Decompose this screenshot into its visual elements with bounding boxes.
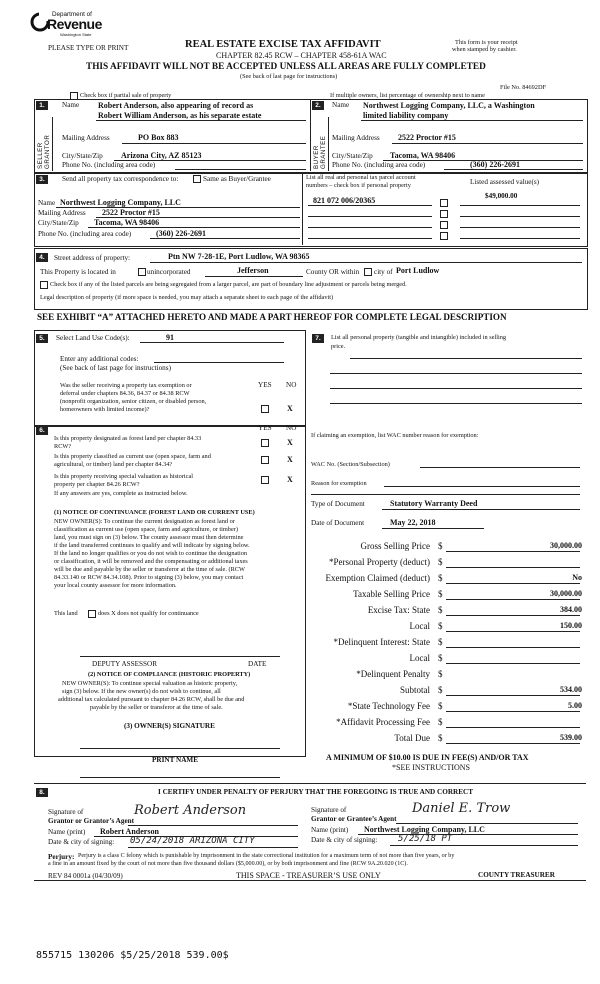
buyer-city[interactable]: Tacoma, WA 98406 <box>390 151 456 160</box>
notice1-line2: classification as current use (open space, farm and agriculture, or timber) <box>54 526 238 533</box>
grantor-sig-of: Signature of <box>48 808 84 816</box>
parcel-list-label2: numbers – check box if personal property <box>306 182 411 189</box>
see-instructions: *SEE INSTRUCTIONS <box>392 763 471 772</box>
grantee-name[interactable]: Northwest Logging Company, LLC <box>364 825 485 834</box>
row-total-due-dollar: $ <box>438 733 443 743</box>
row-total-due-value[interactable]: 539.00 <box>560 733 582 742</box>
seller-city[interactable]: Arizona City, AZ 85123 <box>121 151 202 160</box>
row-excise-local-label: Local <box>409 621 430 631</box>
partial-sale-label: Check box if partial sale of property <box>80 92 172 99</box>
grantee-date-label: Date & city of signing: <box>311 836 378 844</box>
row-taxable-dollar: $ <box>438 589 443 599</box>
minimum-due-text: A MINIMUM OF $10.00 IS DUE IN FEE(S) AND/OR TAX <box>326 753 529 762</box>
personal-property-label2: price. <box>331 343 346 350</box>
s6-yes: YES <box>258 424 272 432</box>
section-4-number: 4. <box>36 253 48 262</box>
buyer-name-label: Name <box>332 101 350 109</box>
row-gross-label: Gross Selling Price <box>360 541 430 551</box>
row-excise-state-value[interactable]: 384.00 <box>560 605 582 614</box>
notice1-line8: 84.33.140 or RCW 84.34.108). Prior to signing (3) below, you may contact <box>54 574 244 581</box>
s3-city-label: City/State/Zip <box>38 219 79 227</box>
row-exemption-label: Exemption Claimed (deduct) <box>325 573 430 583</box>
form-chapter: CHAPTER 82.45 RCW – CHAPTER 458-61A WAC <box>216 51 387 60</box>
s6-q1-yes-checkbox[interactable] <box>261 439 269 447</box>
doc-date-label: Date of Document <box>311 519 365 527</box>
form-notice: THIS AFFIDAVIT WILL NOT BE ACCEPTED UNLESS ALL AREAS ARE FULLY COMPLETED <box>86 62 486 72</box>
s5-q1-yes-checkbox[interactable] <box>261 405 269 413</box>
s3-mailing[interactable]: 2522 Proctor #15 <box>102 208 160 217</box>
grantee-name-label: Name (print) <box>311 826 349 834</box>
notice1-line7: will be due and payable by the seller or transferor at the time of sale. (RCW <box>54 566 245 573</box>
grantor-name-label: Name (print) <box>48 828 86 836</box>
unincorporated-label: unincorporated <box>147 268 191 276</box>
s5-yes: YES <box>258 381 272 389</box>
section-3-number: 3. <box>36 175 48 184</box>
row-tech-fee-dollar: $ <box>438 701 443 711</box>
seller-city-label: City/State/Zip <box>62 152 103 160</box>
seller-name-line1: Robert Anderson, also appearing of record as <box>98 101 254 110</box>
row-tech-fee-label: *State Technology Fee <box>347 701 430 711</box>
s3-name-label: Name <box>38 199 56 207</box>
parcel-2-personal-checkbox[interactable] <box>440 210 448 218</box>
row-excise-state-label: Excise Tax: State <box>367 605 430 615</box>
s6-no: NO <box>286 424 297 432</box>
notice2-title: (2) NOTICE OF COMPLIANCE (HISTORIC PROPERTY) <box>88 671 251 678</box>
notice2-line2: sign (3) below. If the new owner(s) do not wish to continue, all <box>62 688 221 695</box>
section-6-number: 6. <box>36 426 48 435</box>
notice1-line9: your local county assessor for more information. <box>54 582 177 589</box>
row-subtotal-dollar: $ <box>438 685 443 695</box>
see-back: (See back of last page for instructions) <box>240 73 338 80</box>
s5-q1-line1: Was the seller receiving a property tax exemption or <box>60 382 192 389</box>
land-use-code[interactable]: 91 <box>166 333 174 342</box>
s3-phone-label: Phone No. (including area code) <box>38 230 132 238</box>
notice1-line5: If the land no longer qualifies or you do not wish to continue the designation <box>54 550 248 557</box>
s3-city[interactable]: Tacoma, WA 98406 <box>94 218 160 227</box>
s6-q2-line2: agricultural, or timber) land per chapter 84.34? <box>54 461 173 468</box>
same-as-buyer-checkbox[interactable] <box>193 175 201 183</box>
cashier-stamp: 855715 130206 $5/25/2018 539.00$ <box>36 950 229 961</box>
parcel-4-personal-checkbox[interactable] <box>440 232 448 240</box>
print-name-label: PRINT NAME <box>152 756 198 764</box>
row-excise-state-dollar: $ <box>438 605 443 615</box>
segregated-checkbox[interactable] <box>40 281 48 289</box>
legal-description-label: Legal description of property (if more space is needed, you may attach a separate sheet to each page of the affidavit) <box>40 294 334 301</box>
notice1-line4: if the land transferred continues to qualify and will indicate by signing below. <box>54 542 250 549</box>
row-processing-fee-label: *Affidavit Processing Fee <box>336 717 430 727</box>
seller-side-label: SELLER GRANTOR <box>37 134 51 169</box>
s3-phone[interactable]: (360) 226-2691 <box>156 229 206 238</box>
s5-q1-line2: deferral under chapters 84.36, 84.37 or 84.38 RCW <box>60 390 190 397</box>
buyer-mailing-label: Mailing Address <box>332 134 380 142</box>
notice2-line3: additional tax calculated pursuant to chapter 84.26 RCW, shall be due and <box>58 696 245 703</box>
row-delinq-int-state-label: *Delinquent Interest: State <box>333 637 430 647</box>
rev-number: REV 84 0001a (04/30/09) <box>48 872 123 880</box>
deputy-assessor-label: DEPUTY ASSESSOR <box>92 660 158 668</box>
row-gross-dollar: $ <box>438 541 443 551</box>
grantee-signature[interactable]: Daniel E. Trow <box>412 801 511 816</box>
parcel-list-label1: List all real and personal tax parcel account <box>306 174 416 181</box>
s6-q3-line1: Is this property receiving special valuation as historical <box>54 473 194 480</box>
section-1-number: 1. <box>36 101 48 110</box>
wac-label: WAC No. (Section/Subsection) <box>311 461 390 468</box>
row-personal-label: *Personal Property (deduct) <box>329 557 430 567</box>
row-delinq-penalty-dollar: $ <box>438 669 443 679</box>
file-number: File No. 84692DF <box>500 84 547 91</box>
s6-q2-line1: Is this property classified as current use (open space, farm and <box>54 453 211 460</box>
grantee-agent-label: Grantor or Grantee’s Agent <box>311 815 397 823</box>
buyer-name-line1: Northwest Logging Company, LLC, a Washington <box>363 101 535 110</box>
deputy-date-label: DATE <box>248 660 267 668</box>
row-tech-fee-value[interactable]: 5.00 <box>568 701 582 710</box>
s6-if-any: If any answers are yes, complete as instructed below. <box>54 490 188 497</box>
unincorporated-checkbox[interactable] <box>138 268 146 276</box>
additional-codes-label: Enter any additional codes: <box>60 355 139 363</box>
located-label: This Property is located in <box>40 268 116 276</box>
seller-mailing[interactable]: PO Box 883 <box>138 133 179 142</box>
perjury-lead: Perjury: <box>48 853 75 861</box>
row-taxable-label: Taxable Selling Price <box>353 589 430 599</box>
s6-q1-line1: Is this property designated as forest land per chapter 84.33 <box>54 435 202 442</box>
send-correspondence-label: Send all property tax correspondence to: <box>62 175 179 183</box>
seller-name-label: Name <box>62 101 80 109</box>
reason-label: Reason for exemption <box>311 480 367 487</box>
row-delinq-int-local-dollar: $ <box>438 653 443 663</box>
owner-signature-label: (3) OWNER(S) SIGNATURE <box>124 722 215 730</box>
please-type: PLEASE TYPE OR PRINT <box>48 44 129 52</box>
row-subtotal-value[interactable]: 534.00 <box>560 685 582 694</box>
buyer-name-line2: limited liability company <box>363 111 449 120</box>
s5-no: NO <box>286 381 297 389</box>
form-title: REAL ESTATE EXCISE TAX AFFIDAVIT <box>185 39 381 50</box>
parcel-3-personal-checkbox[interactable] <box>440 221 448 229</box>
city-checkbox[interactable] <box>364 268 372 276</box>
parcel-1-personal-checkbox[interactable] <box>440 199 448 207</box>
street-address[interactable]: Ptn NW 7-28-1E, Port Ludlow, WA 98365 <box>168 252 310 261</box>
buyer-mailing[interactable]: 2522 Proctor #15 <box>398 133 456 142</box>
county-treasurer: COUNTY TREASURER <box>478 871 555 879</box>
notice2-line1: NEW OWNER(S): To continue special valuation as historic property, <box>62 680 238 687</box>
s5-see-back: (See back of last page for instructions) <box>60 364 171 372</box>
street-label: Street address of property: <box>54 254 131 262</box>
section-2-number: 2. <box>312 101 324 110</box>
segregated-label: Check box if any of the listed parcels are being segregated from a larger parcel, are part of boundary line adjustment or parcels being merged. <box>50 281 407 288</box>
notice2-line4: payable by the seller or transferor at the time of sale. <box>90 704 223 711</box>
logo-state: Washington State <box>60 32 92 37</box>
does-qualify-checkbox[interactable] <box>88 610 96 618</box>
land-use-label: Select Land Use Code(s): <box>56 334 130 342</box>
perjury-line2: a fine in an amount fixed by the court of not more than five thousand dollars ($5,000.00), or by both imprisonment and fine (RCW 9A.20.020 (1C). <box>48 861 408 867</box>
s5-q1-no-mark[interactable]: X <box>287 404 293 413</box>
s6-q1-no-mark[interactable]: X <box>287 438 293 447</box>
grantor-date-label: Date & city of signing: <box>48 838 115 846</box>
s6-q3-yes-checkbox[interactable] <box>261 476 269 484</box>
section-5-number: 5. <box>36 334 48 343</box>
receipt-line2: when stamped by cashier. <box>452 46 517 53</box>
certify-text: I CERTIFY UNDER PENALTY OF PERJURY THAT THE FOREGOING IS TRUE AND CORRECT <box>158 788 473 796</box>
buyer-side-label: BUYER GRANTEE <box>313 135 327 169</box>
seller-phone-label: Phone No. (including area code) <box>62 161 156 169</box>
same-as-buyer-label: Same as Buyer/Grantee <box>203 175 271 183</box>
qualify-text: does X does not qualify for continuance <box>98 610 199 617</box>
row-delinq-int-local-label: Local <box>409 653 430 663</box>
row-subtotal-label: Subtotal <box>399 685 430 695</box>
row-exemption-value[interactable]: No <box>572 573 582 582</box>
assessed-value[interactable]: $49,000.00 <box>485 192 518 200</box>
parcel-number[interactable]: 821 072 006/20365 <box>313 196 376 205</box>
grantor-signature[interactable]: Robert Anderson <box>134 803 247 818</box>
row-personal-dollar: $ <box>438 557 443 567</box>
s6-q2-no-mark[interactable]: X <box>287 455 293 464</box>
perjury-line1: Perjury is a class C felony which is punishable by imprisonment in the state correctional institution for a maximum term of not more than five years, or by <box>78 853 455 859</box>
row-processing-fee-dollar: $ <box>438 717 443 727</box>
exhibit-text: SEE EXHIBIT “A” ATTACHED HERETO AND MADE A PART HEREOF FOR COMPLETE LEGAL DESCRIPTION <box>37 312 507 322</box>
s6-q2-yes-checkbox[interactable] <box>261 456 269 464</box>
grantor-date[interactable]: 05/24/2018 ARIZONA CITY <box>130 836 255 846</box>
row-gross-value[interactable]: 30,000.00 <box>550 541 582 550</box>
this-land-label: This land <box>54 610 78 617</box>
row-excise-local-dollar: $ <box>438 621 443 631</box>
s5-q1-line3: (nonprofit organization, senior citizen, or disabled person, <box>60 398 207 405</box>
grantee-sig-of: Signature of <box>311 806 347 814</box>
row-delinq-int-state-dollar: $ <box>438 637 443 647</box>
multiple-owners-label: If multiple owners, list percentage of ownership next to name <box>330 92 485 99</box>
row-excise-local-value[interactable]: 150.00 <box>560 621 582 630</box>
s6-q3-no-mark[interactable]: X <box>287 475 293 484</box>
buyer-phone[interactable]: (360) 226-2691 <box>470 160 520 169</box>
s3-name[interactable]: Northwest Logging Company, LLC <box>60 198 181 207</box>
treasurer-space: THIS SPACE - TREASURER’S USE ONLY <box>236 871 381 880</box>
grantor-agent-label: Grantor or Grantor’s Agent <box>48 817 135 825</box>
logo-dept: Department of <box>52 11 92 18</box>
s3-mailing-label: Mailing Address <box>38 209 86 217</box>
grantee-date[interactable]: 5/25/18 PT <box>398 834 453 844</box>
seller-mailing-label: Mailing Address <box>62 134 110 142</box>
section-7-number: 7. <box>312 334 324 343</box>
s6-q1-line2: RCW? <box>54 443 72 450</box>
exemption-label: If claiming an exemption, list WAC number reason for exemption: <box>311 432 479 439</box>
logo-name: Revenue <box>47 16 102 32</box>
notice1-line6: or classification, it will be removed and the compensating or additional taxes <box>54 558 248 565</box>
seller-name-line2: Robert William Anderson, as his separate estate <box>98 111 262 120</box>
doc-date[interactable]: May 22, 2018 <box>390 518 436 527</box>
row-taxable-value[interactable]: 30,000.00 <box>550 589 582 598</box>
notice1-title: (1) NOTICE OF CONTINUANCE (FOREST LAND OR CURRENT USE) <box>54 509 255 516</box>
notice1-line1: NEW OWNER(S): To continue the current designation as forest land or <box>54 518 235 525</box>
section-8-number: 8. <box>36 788 48 797</box>
s6-q3-line2: property per chapter 84.26 RCW? <box>54 481 140 488</box>
grantor-name[interactable]: Robert Anderson <box>100 827 159 836</box>
notice1-line3: land, you must sign on (3) below. The county assessor must then determine <box>54 534 244 541</box>
city-value[interactable]: Port Ludlow <box>396 266 440 275</box>
assessed-label: Listed assessed value(s) <box>470 178 540 186</box>
county-or-within: County OR within <box>306 268 360 276</box>
row-exemption-dollar: $ <box>438 573 443 583</box>
doc-type[interactable]: Statutory Warranty Deed <box>390 499 478 508</box>
buyer-phone-label: Phone No. (including area code) <box>332 161 426 169</box>
doc-type-label: Type of Document <box>311 500 365 508</box>
county-value[interactable]: Jefferson <box>237 266 269 275</box>
city-of-label: city of <box>374 268 393 276</box>
row-total-due-label: Total Due <box>394 733 430 743</box>
buyer-city-label: City/State/Zip <box>332 152 373 160</box>
personal-property-label1: List all personal property (tangible and intangible) included in selling <box>331 334 507 341</box>
s5-q1-line4: homeowners with limited income)? <box>60 406 150 413</box>
receipt-line1: This form is your receipt <box>455 39 518 46</box>
row-delinq-penalty-label: *Delinquent Penalty <box>356 669 430 679</box>
